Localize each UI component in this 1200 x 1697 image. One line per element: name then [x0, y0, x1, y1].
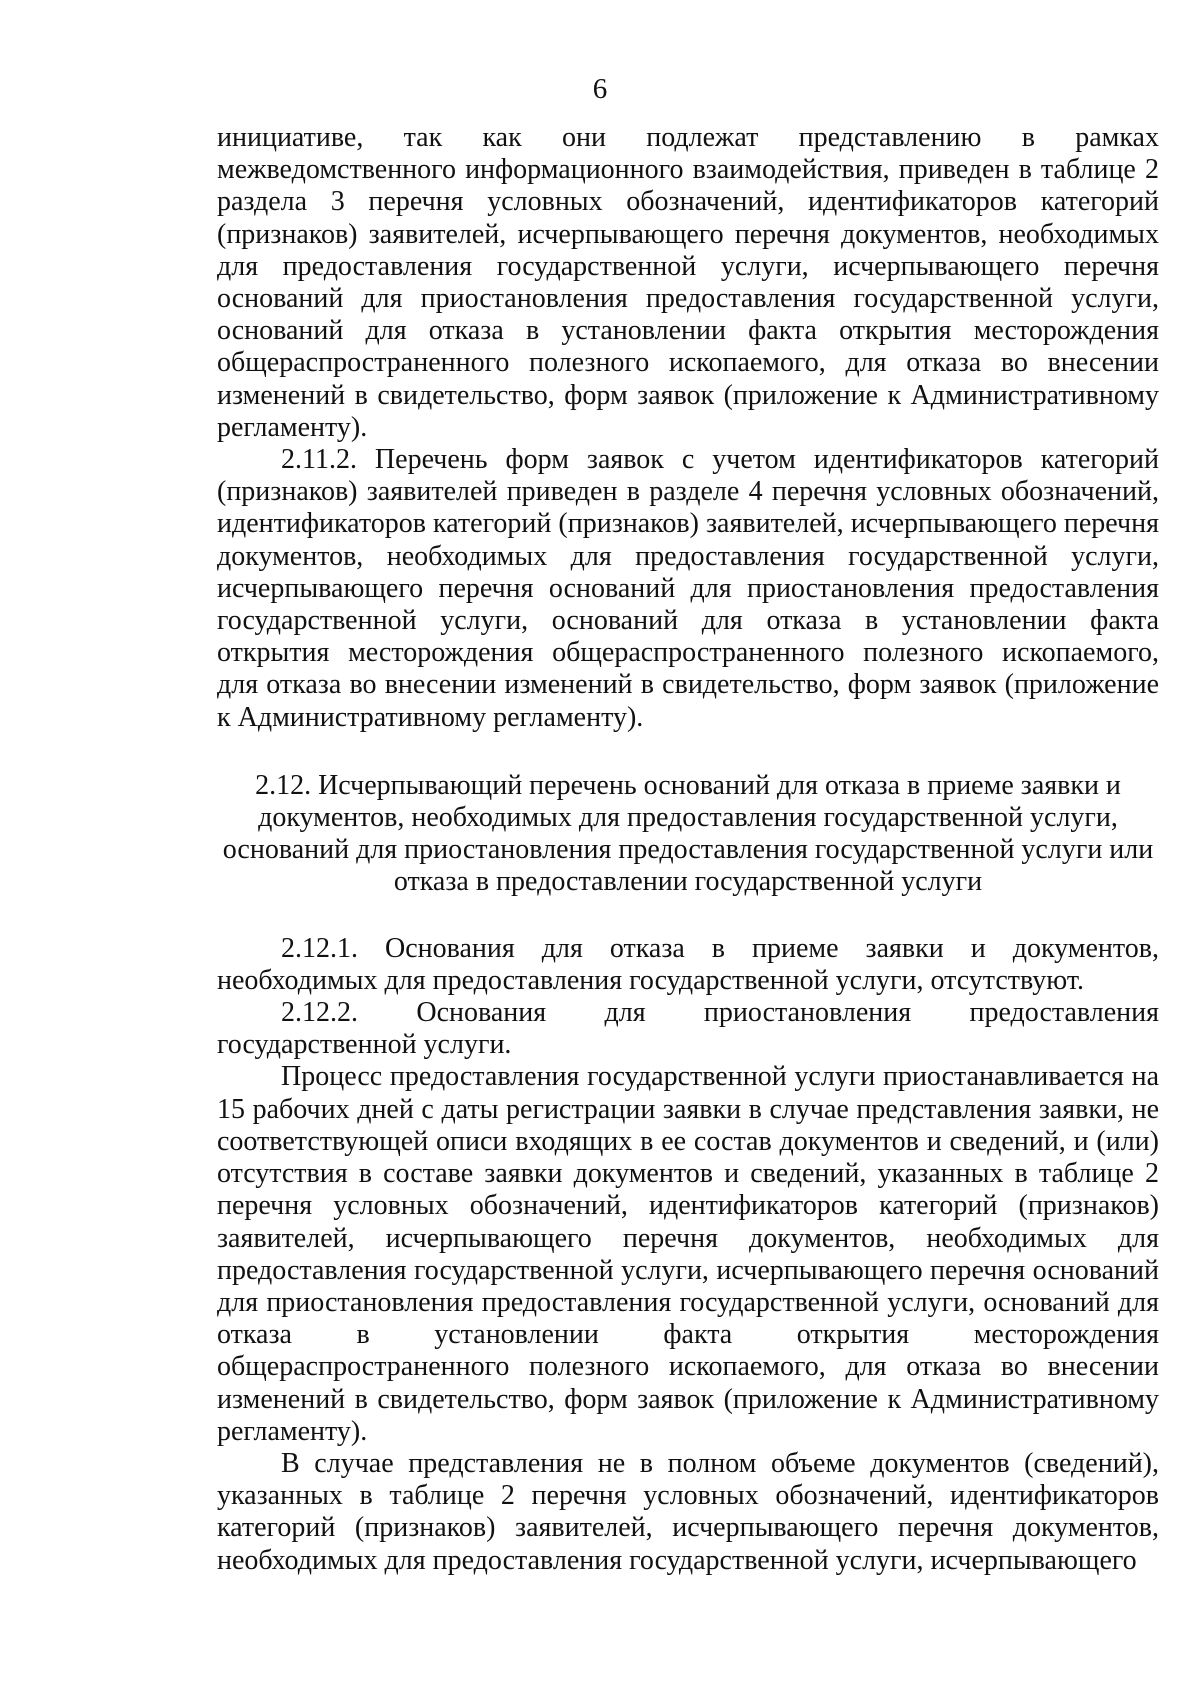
- heading-line: документов, необходимых для предоставления государственной услуги,: [258, 802, 1118, 834]
- section-heading-2-12: [217, 770, 1159, 899]
- paragraph-suspension-process: Процесс предоставления государственной услуги приостанавливается на 15 рабочих дней с даты регистрации заявки в случае представления заявки, не соответствующей описи входящих в ее состав документов и сведений, и (или) отсутствия в составе заявки документов и сведений, указанных в таблице 2 перечня условных обозначений, идентификаторов категорий (признаков) заявителей, исчерпывающего перечня документов, необходимых для предоставления государственной услуги, исчерпывающего перечня оснований для приостановления предоставления государственной услуги, оснований для отказа в установлении факта открытия месторождения общераспространенного полезного ископаемого, для отказа во внесении изменений в свидетельство, форм заявок (приложение к Административному регламенту).: [217, 1061, 1159, 1447]
- paragraph-incomplete-documents: В случае представления не в полном объеме документов (сведений), указанных в таблице 2 перечня условных обозначений, идентификаторов категорий (признаков) заявителей, исчерпывающего перечня документов, необходимых для предоставления государственной услуги, исчерпывающего: [217, 1447, 1159, 1576]
- heading-line: 2.12. Исчерпывающий перечень оснований для отказа в приеме заявки и: [255, 769, 1121, 801]
- heading-line: оснований для приостановления предоставления государственной услуги или: [222, 834, 1154, 866]
- paragraph-2-11-2: 2.11.2. Перечень форм заявок с учетом идентификаторов категорий (признаков) заявителей приведен в разделе 4 перечня условных обозначений, идентификаторов категорий (признаков) заявителей, исчерпывающего перечня документов, необходимых для предоставления государственной услуги, исчерпывающего перечня оснований для приостановления предоставления государственной услуги, оснований для отказа в установлении факта открытия месторождения общераспространенного полезного ископаемого, для отказа во внесении изменений в свидетельство, форм заявок (приложение к Административному регламенту).: [217, 444, 1159, 733]
- paragraph-continuation: инициативе, так как они подлежат представлению в рамках межведомственного информационного взаимодействия, приведен в таблице 2 раздела 3 перечня условных обозначений, идентификаторов категорий (признаков) заявителей, исчерпывающего перечня документов, необходимых для предоставления государственной услуги, исчерпывающего перечня оснований для приостановления предоставления государственной услуги, оснований для отказа в установлении факта открытия месторождения общераспространенного полезного ископаемого, для отказа во внесении изменений в свидетельство, форм заявок (приложение к Административному регламенту).: [217, 122, 1159, 443]
- page-number: 6: [592, 73, 608, 105]
- document-body: [217, 122, 1159, 1577]
- paragraph-2-12-2: 2.12.2. Основания для приостановления предоставления государственной услуги.: [217, 997, 1159, 1061]
- heading-line: отказа в предоставлении государственной услуги: [393, 866, 983, 898]
- paragraph-2-12-1: 2.12.1. Основания для отказа в приеме заявки и документов, необходимых для предоставления государственной услуги, отсутствуют.: [217, 932, 1159, 996]
